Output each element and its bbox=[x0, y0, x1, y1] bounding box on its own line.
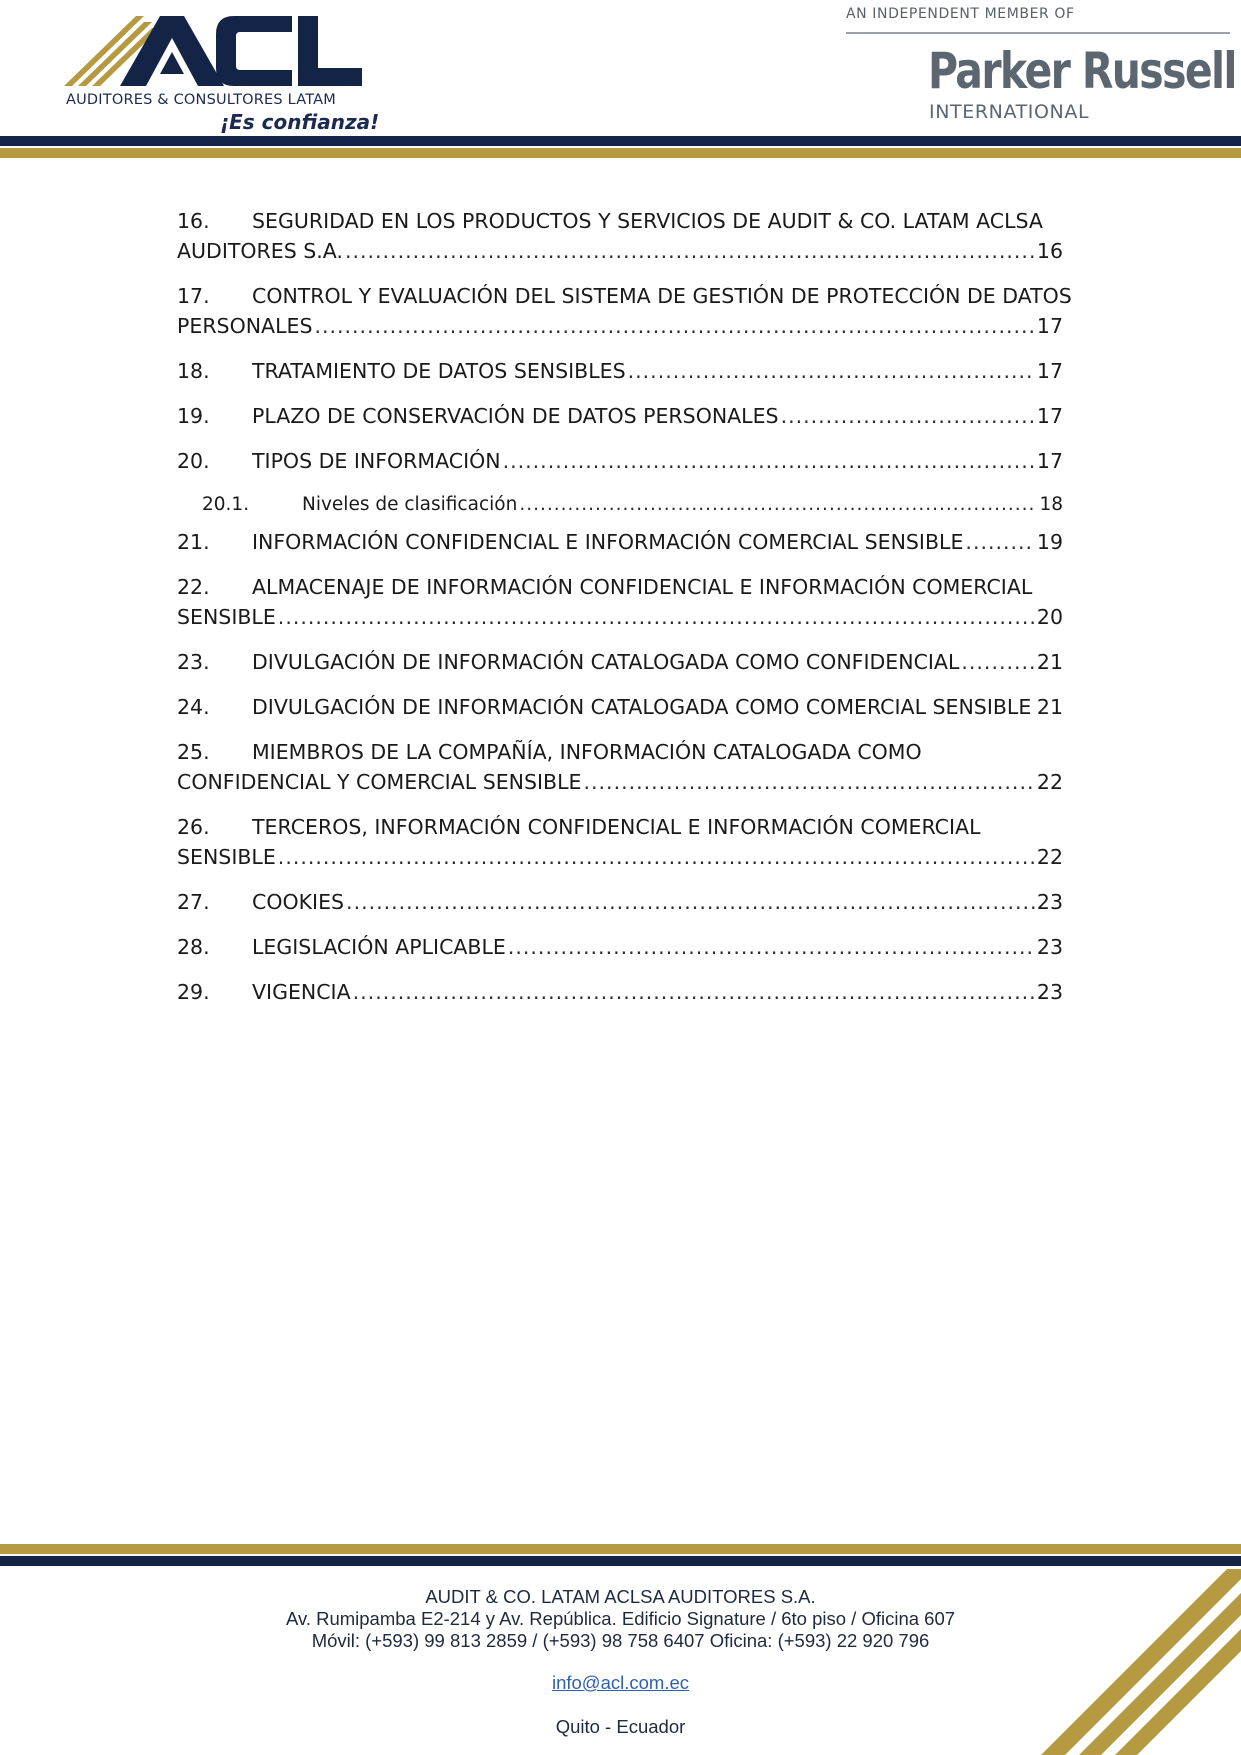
acl-tagline: ¡Es confianza! bbox=[220, 110, 380, 134]
toc-leader bbox=[345, 236, 1035, 266]
toc-number: 28. bbox=[177, 935, 210, 959]
acl-logo bbox=[64, 10, 380, 135]
toc-number: 29. bbox=[177, 980, 210, 1004]
toc-title-cont: PERSONALES bbox=[177, 314, 313, 338]
toc-entry[interactable] bbox=[177, 737, 1063, 797]
partner-subtitle: INTERNATIONAL bbox=[929, 101, 1090, 123]
toc-leader bbox=[503, 446, 1035, 476]
toc-leader bbox=[1033, 692, 1035, 722]
acl-subtitle: AUDITORES & CONSULTORES LATAM bbox=[66, 92, 336, 108]
toc-number: 22. bbox=[177, 575, 210, 599]
toc-entry[interactable] bbox=[177, 401, 1063, 431]
toc-number: 21. bbox=[177, 530, 210, 554]
toc-leader bbox=[314, 311, 1034, 341]
toc-page: 17 bbox=[1036, 314, 1063, 338]
toc-page: 18 bbox=[1039, 494, 1063, 515]
toc-title-cont: SENSIBLE bbox=[177, 605, 276, 629]
toc-leader bbox=[278, 602, 1035, 632]
toc-leader bbox=[519, 491, 1037, 519]
toc-page: 23 bbox=[1036, 890, 1063, 914]
member-divider bbox=[846, 32, 1230, 34]
partner-logo bbox=[846, 6, 1241, 126]
header-band-navy bbox=[0, 136, 1241, 146]
toc-entry[interactable] bbox=[177, 692, 1063, 722]
toc-page: 19 bbox=[1036, 530, 1063, 554]
toc-title: Niveles de clasificación bbox=[302, 494, 518, 515]
toc-title: MIEMBROS DE LA COMPAÑÍA, INFORMACIÓN CATALOGADA COMO bbox=[252, 740, 922, 764]
toc-entry[interactable] bbox=[177, 977, 1063, 1007]
toc-page: 17 bbox=[1036, 359, 1063, 383]
toc-page: 23 bbox=[1036, 935, 1063, 959]
toc-number: 18. bbox=[177, 359, 210, 383]
toc-page: 21 bbox=[1036, 650, 1063, 674]
member-label: AN INDEPENDENT MEMBER OF bbox=[846, 6, 1075, 22]
toc-entry[interactable] bbox=[177, 206, 1063, 266]
toc-leader bbox=[278, 842, 1035, 872]
toc-leader bbox=[628, 356, 1035, 386]
footer-phones: Móvil: (+593) 99 813 2859 / (+593) 98 758 6407 Oficina: (+593) 22 920 796 bbox=[311, 1630, 930, 1651]
toc-entry[interactable] bbox=[177, 812, 1063, 872]
footer-address: Av. Rumipamba E2-214 y Av. República. Edificio Signature / 6to piso / Oficina 607 bbox=[285, 1608, 956, 1629]
toc-page: 17 bbox=[1036, 449, 1063, 473]
acl-logo-mark-icon bbox=[64, 10, 364, 90]
header-band-gold bbox=[0, 148, 1241, 158]
toc-number: 27. bbox=[177, 890, 210, 914]
toc-entry[interactable] bbox=[177, 527, 1063, 557]
toc-title: CONTROL Y EVALUACIÓN DEL SISTEMA DE GESTIÓN DE PROTECCIÓN DE DATOS bbox=[252, 284, 1072, 308]
toc-page: 20 bbox=[1036, 605, 1063, 629]
toc-leader bbox=[508, 932, 1035, 962]
toc-title: DIVULGACIÓN DE INFORMACIÓN CATALOGADA COMO COMERCIAL SENSIBLE bbox=[252, 695, 1032, 719]
toc-title: DIVULGACIÓN DE INFORMACIÓN CATALOGADA COMO CONFIDENCIAL bbox=[252, 650, 960, 674]
toc-page: 17 bbox=[1036, 404, 1063, 428]
toc-title: TRATAMIENTO DE DATOS SENSIBLES bbox=[252, 359, 626, 383]
toc-title: PLAZO DE CONSERVACIÓN DE DATOS PERSONALES bbox=[252, 404, 779, 428]
toc-leader bbox=[781, 401, 1035, 431]
toc-title-cont: SENSIBLE bbox=[177, 845, 276, 869]
toc-title: ALMACENAJE DE INFORMACIÓN CONFIDENCIAL E INFORMACIÓN COMERCIAL bbox=[252, 575, 1033, 599]
toc-page: 21 bbox=[1036, 695, 1063, 719]
toc-page: 23 bbox=[1036, 980, 1063, 1004]
toc-title: INFORMACIÓN CONFIDENCIAL E INFORMACIÓN COMERCIAL SENSIBLE bbox=[252, 530, 964, 554]
toc-title-cont: CONFIDENCIAL Y COMERCIAL SENSIBLE bbox=[177, 770, 582, 794]
toc-number: 23. bbox=[177, 650, 210, 674]
toc-leader bbox=[965, 527, 1034, 557]
toc-number: 26. bbox=[177, 815, 210, 839]
toc-title: VIGENCIA bbox=[252, 980, 351, 1004]
table-of-contents bbox=[177, 206, 1072, 1022]
toc-entry[interactable] bbox=[177, 356, 1063, 386]
toc-title: TERCEROS, INFORMACIÓN CONFIDENCIAL E INFORMACIÓN COMERCIAL bbox=[252, 815, 981, 839]
toc-entry[interactable] bbox=[177, 932, 1063, 962]
toc-number: 20. bbox=[177, 449, 210, 473]
toc-number: 19. bbox=[177, 404, 210, 428]
toc-subentry[interactable] bbox=[177, 491, 1063, 519]
toc-number: 20.1. bbox=[202, 494, 250, 515]
toc-entry[interactable] bbox=[177, 572, 1063, 632]
toc-page: 16 bbox=[1036, 239, 1063, 263]
toc-number: 25. bbox=[177, 740, 210, 764]
toc-page: 22 bbox=[1036, 770, 1063, 794]
toc-entry[interactable] bbox=[177, 647, 1063, 677]
toc-title: COOKIES bbox=[252, 890, 345, 914]
toc-leader bbox=[346, 887, 1035, 917]
toc-leader bbox=[584, 767, 1035, 797]
toc-entry[interactable] bbox=[177, 887, 1063, 917]
toc-leader bbox=[961, 647, 1035, 677]
footer-city: Quito - Ecuador bbox=[555, 1716, 686, 1737]
toc-title: LEGISLACIÓN APLICABLE bbox=[252, 935, 506, 959]
toc-title: TIPOS DE INFORMACIÓN bbox=[252, 449, 501, 473]
toc-title-cont: AUDITORES S.A. bbox=[177, 239, 343, 263]
footer-stripes-icon bbox=[1041, 1565, 1241, 1755]
toc-page: 22 bbox=[1036, 845, 1063, 869]
toc-entry[interactable] bbox=[177, 281, 1072, 341]
toc-leader bbox=[353, 977, 1035, 1007]
toc-title: SEGURIDAD EN LOS PRODUCTOS Y SERVICIOS DE AUDIT & CO. LATAM ACLSA bbox=[252, 209, 1043, 233]
footer-company: AUDIT & CO. LATAM ACLSA AUDITORES S.A. bbox=[425, 1586, 816, 1607]
toc-entry[interactable] bbox=[177, 446, 1063, 476]
footer-band-gold bbox=[0, 1544, 1241, 1554]
toc-number: 16. bbox=[177, 209, 210, 233]
partner-name: Parker Russell bbox=[928, 42, 1236, 100]
toc-number: 24. bbox=[177, 695, 210, 719]
footer-email-link[interactable]: info@acl.com.ec bbox=[551, 1672, 690, 1693]
toc-number: 17. bbox=[177, 284, 210, 308]
